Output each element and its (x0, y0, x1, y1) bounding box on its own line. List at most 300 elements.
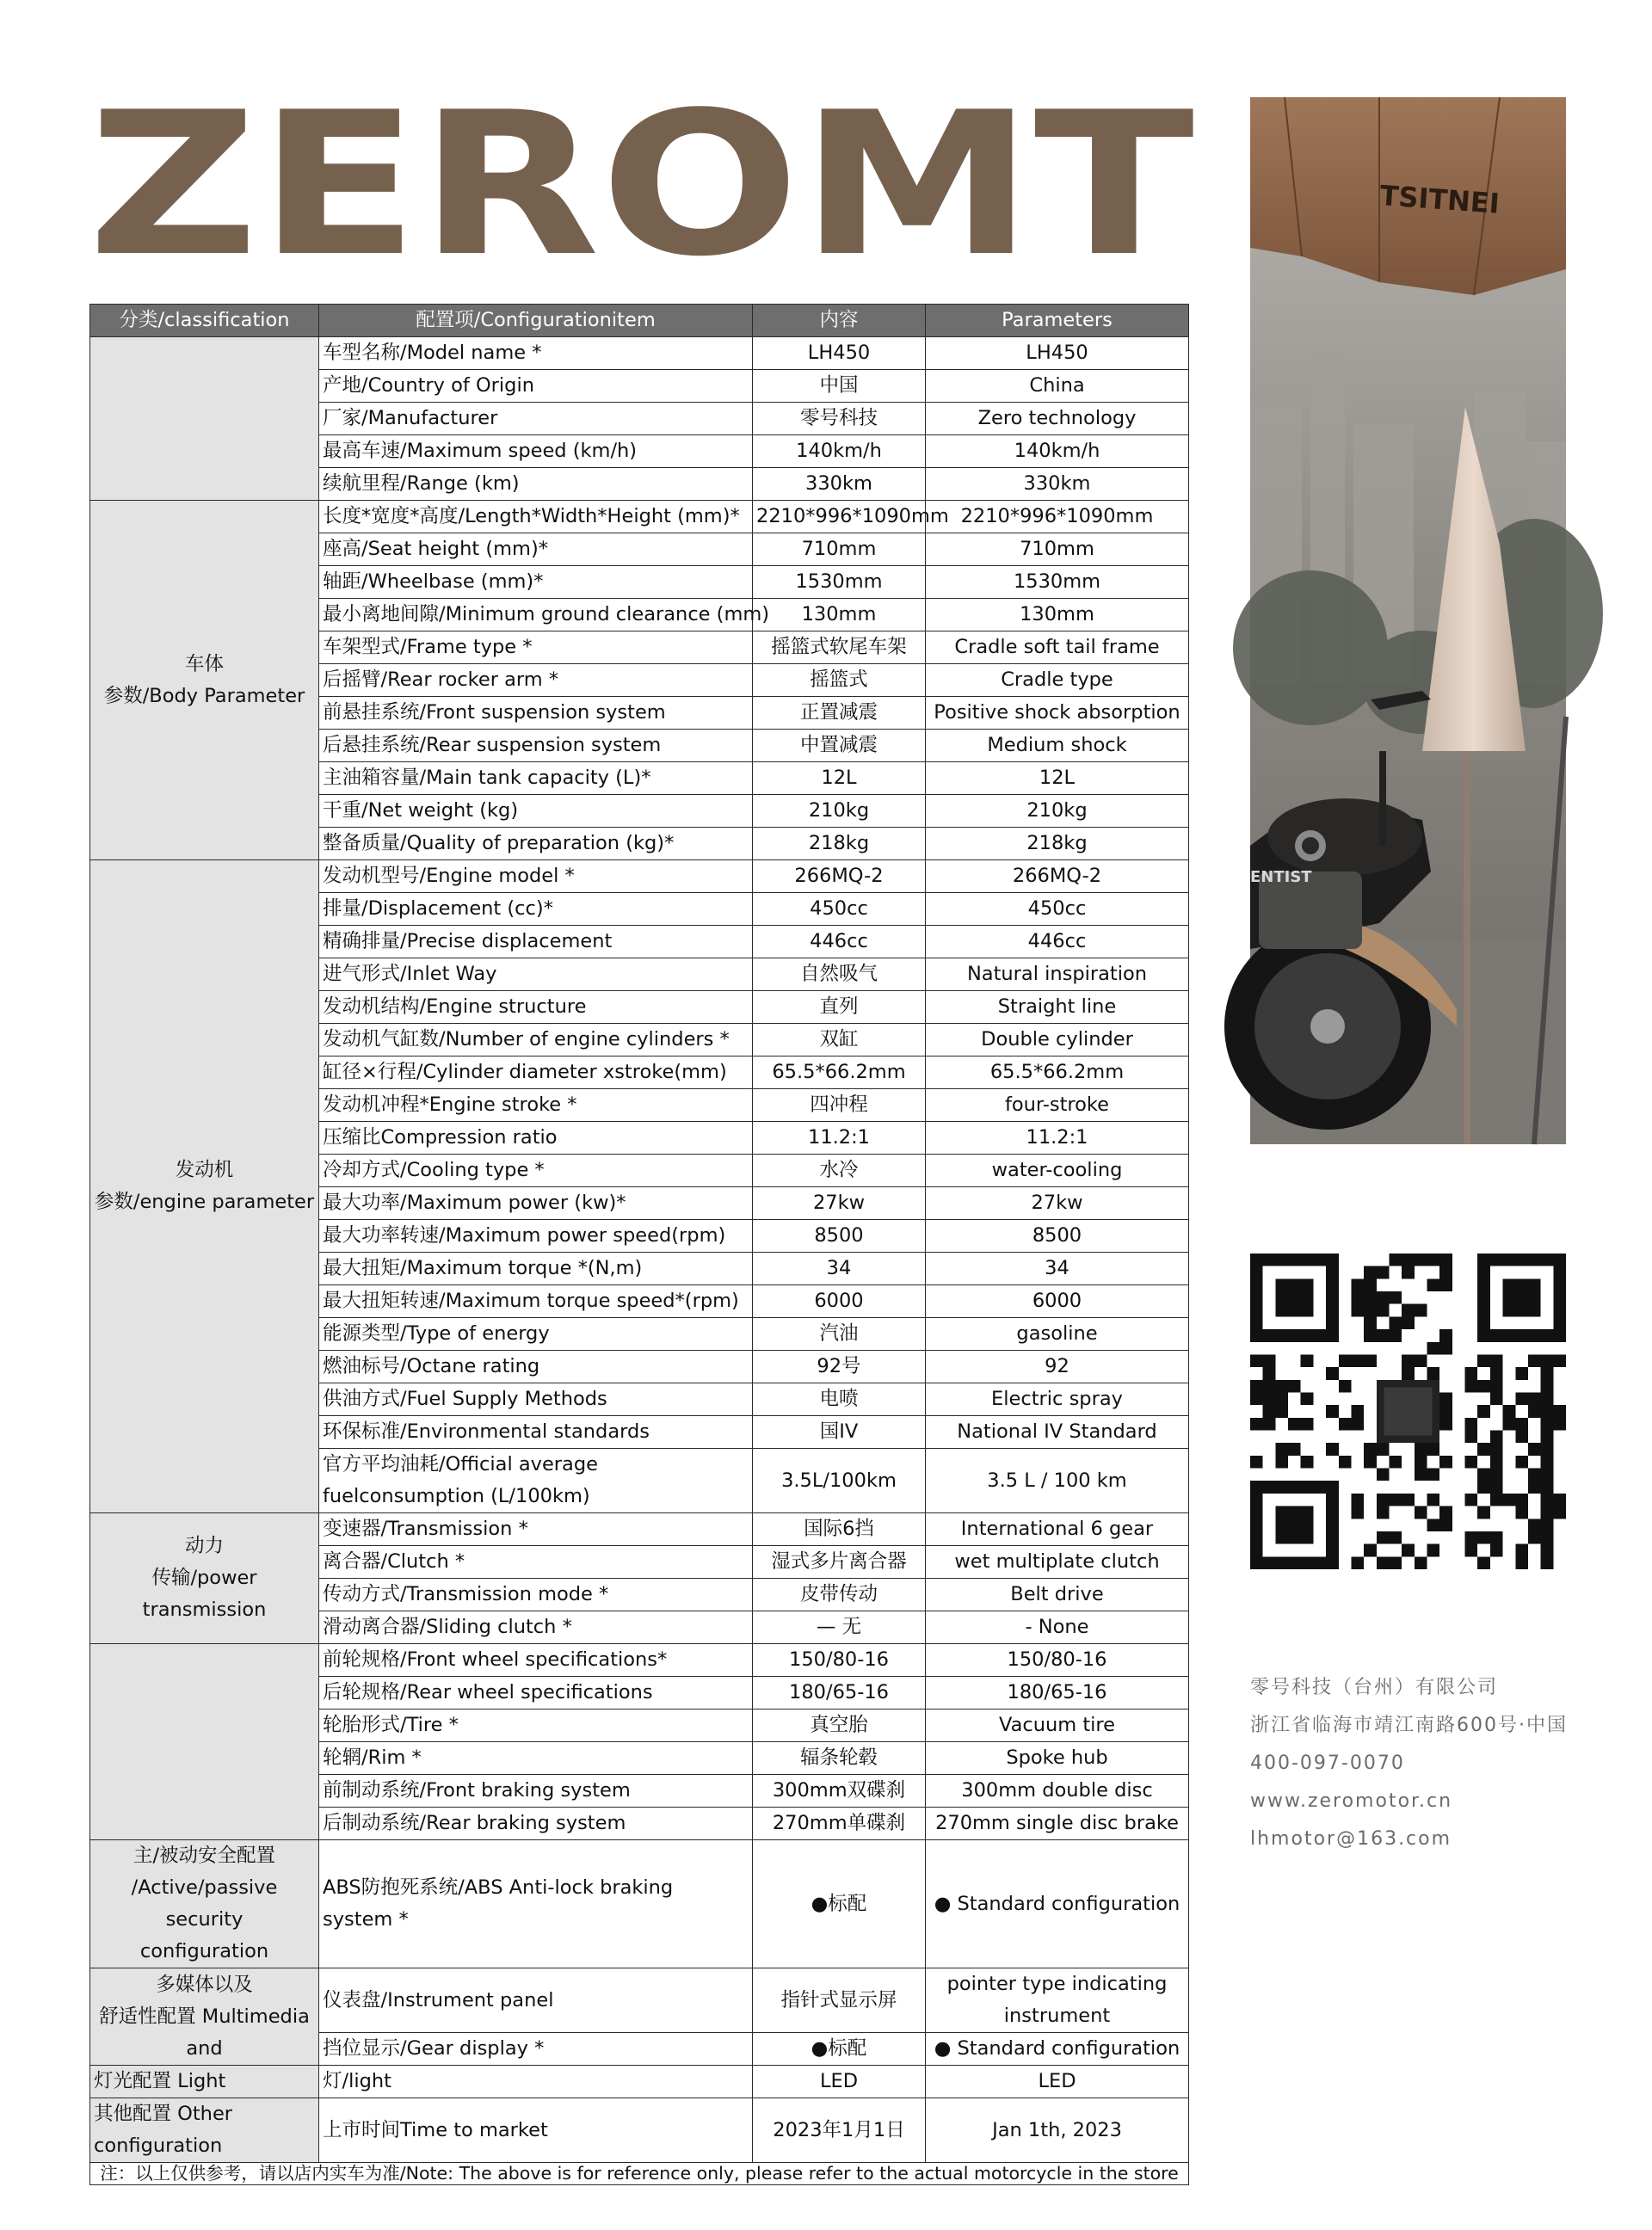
qr-module (1301, 1418, 1314, 1431)
config-item-cell: 最大扭矩/Maximum torque *(N,m) (319, 1253, 753, 1285)
qr-module (1477, 1469, 1490, 1482)
parameter-cell: 450cc (926, 893, 1189, 926)
content-cell: 450cc (753, 893, 926, 926)
qr-finder-bottom-left (1250, 1481, 1339, 1569)
parameter-cell: 1530mm (926, 566, 1189, 599)
parameter-cell: Natural inspiration (926, 958, 1189, 991)
content-cell: 130mm (753, 599, 926, 631)
parameter-cell: 218kg (926, 828, 1189, 860)
content-cell: 正置减震 (753, 697, 926, 730)
qr-module (1263, 1392, 1276, 1405)
qr-module (1389, 1316, 1402, 1329)
category-cell (90, 1513, 319, 1644)
qr-module (1465, 1531, 1478, 1544)
config-item-cell: 发动机冲程*Engine stroke * (319, 1089, 753, 1122)
content-cell: 2023年1月1日 (753, 2098, 926, 2163)
parameter-cell: Cradle soft tail frame (926, 631, 1189, 664)
qr-module (1553, 1506, 1566, 1519)
category-cell (90, 1644, 319, 1840)
qr-module (1288, 1380, 1301, 1393)
qr-module (1275, 1380, 1288, 1393)
qr-module (1301, 1456, 1314, 1469)
category-line: 舒适性配置 Multimedia (99, 2005, 310, 2028)
qr-module (1541, 1481, 1554, 1494)
qr-module (1364, 1456, 1377, 1469)
content-cell: LH450 (753, 337, 926, 370)
config-item-cell: 燃油标号/Octane rating (319, 1351, 753, 1383)
umbrella-pole (1464, 751, 1470, 1144)
qr-module (1515, 1506, 1528, 1519)
qr-module (1477, 1481, 1490, 1494)
qr-module (1477, 1556, 1490, 1569)
qr-module (1541, 1405, 1554, 1418)
parameter-cell: Electric spray (926, 1383, 1189, 1416)
parameter-cell: 210kg (926, 795, 1189, 828)
content-cell: 辐条轮毂 (753, 1742, 926, 1775)
content-cell: 摇篮式 (753, 664, 926, 697)
qr-module (1326, 1367, 1339, 1380)
motorcycle-illustration (1250, 97, 1566, 1144)
qr-module (1364, 1316, 1377, 1329)
qr-module (1528, 1392, 1541, 1405)
qr-module (1477, 1443, 1490, 1456)
qr-module (1377, 1291, 1390, 1304)
qr-module (1477, 1531, 1490, 1544)
parameter-cell: 27kw (926, 1187, 1189, 1220)
qr-module (1415, 1443, 1427, 1456)
qr-module (1377, 1443, 1390, 1456)
parameter-cell: 92 (926, 1351, 1189, 1383)
qr-module (1250, 1380, 1263, 1393)
config-item-cell: 挡位显示/Gear display * (319, 2033, 753, 2066)
config-item-cell: 前悬挂系统/Front suspension system (319, 697, 753, 730)
qr-module (1465, 1456, 1478, 1469)
table-row (90, 501, 1189, 533)
qr-module (1541, 1531, 1554, 1544)
qr-module (1415, 1304, 1427, 1317)
qr-module (1515, 1544, 1528, 1557)
qr-module (1364, 1278, 1377, 1291)
parameter-cell: 130mm (926, 599, 1189, 631)
tank-text: ENTIST (1250, 868, 1312, 886)
content-cell: 皮带传动 (753, 1579, 926, 1611)
content-cell: 446cc (753, 926, 926, 958)
qr-module (1427, 1443, 1440, 1456)
qr-module (1427, 1494, 1440, 1506)
qr-module (1490, 1431, 1503, 1444)
logo-text: ZEROMT (88, 71, 1194, 300)
category-cell (90, 1840, 319, 1968)
qr-module (1364, 1291, 1377, 1304)
qr-module (1465, 1494, 1478, 1506)
qr-module (1427, 1367, 1440, 1380)
category-line: configuration (94, 2135, 223, 2157)
content-cell: 12L (753, 762, 926, 795)
company-phone: 400-097-0070 (1250, 1753, 1405, 1774)
qr-module (1465, 1380, 1478, 1393)
config-item-cell: 能源类型/Type of energy (319, 1318, 753, 1351)
config-item-cell: 仪表盘/Instrument panel (319, 1968, 753, 2033)
category-cell (90, 501, 319, 860)
table-body (90, 337, 1189, 2163)
qr-module (1553, 1354, 1566, 1367)
config-item-cell: 轮胎形式/Tire * (319, 1709, 753, 1742)
config-item-cell: 前轮规格/Front wheel specifications* (319, 1644, 753, 1677)
config-item-cell: 产地/Country of Origin (319, 370, 753, 403)
parameter-cell: four-stroke (926, 1089, 1189, 1122)
qr-module (1263, 1367, 1276, 1380)
qr-module (1250, 1354, 1263, 1367)
parameter-cell: 34 (926, 1253, 1189, 1285)
qr-module (1541, 1354, 1554, 1367)
parameter-cell: Spoke hub (926, 1742, 1189, 1775)
config-item-cell: 后制动系统/Rear braking system (319, 1808, 753, 1840)
category-line: configuration (139, 1940, 269, 1962)
content-cell: 国IV (753, 1416, 926, 1449)
qr-module (1439, 1405, 1452, 1418)
qr-module (1339, 1380, 1352, 1393)
parameter-cell: China (926, 370, 1189, 403)
category-cell (90, 2066, 319, 2098)
parameter-cell: Zero technology (926, 403, 1189, 435)
category-line: 主/被动安全配置 (133, 1845, 276, 1867)
qr-code[interactable] (1250, 1254, 1566, 1569)
qr-module (1541, 1431, 1554, 1444)
parameter-cell: gasoline (926, 1318, 1189, 1351)
config-item-cell: 发动机气缸数/Number of engine cylinders * (319, 1024, 753, 1056)
qr-module (1439, 1329, 1452, 1342)
content-cell: ●标配 (753, 1840, 926, 1968)
qr-module (1465, 1367, 1478, 1380)
config-item-cell: 干重/Net weight (kg) (319, 795, 753, 828)
content-cell: 直列 (753, 991, 926, 1024)
company-info (1250, 1669, 1629, 1858)
category-cell (90, 1968, 319, 2066)
company-address: 浙江省临海市靖江南路600号·中国 (1250, 1715, 1568, 1736)
config-item-cell: 主油箱容量/Main tank capacity (L)* (319, 762, 753, 795)
qr-module (1288, 1443, 1301, 1456)
content-cell: 710mm (753, 533, 926, 566)
qr-module (1541, 1392, 1554, 1405)
qr-module (1427, 1544, 1440, 1557)
qr-module (1263, 1405, 1276, 1418)
config-item-cell: 后摇臂/Rear rocker arm * (319, 664, 753, 697)
content-cell: 218kg (753, 828, 926, 860)
qr-module (1490, 1456, 1503, 1469)
parameter-cell: LH450 (926, 337, 1189, 370)
qr-module (1439, 1392, 1452, 1405)
qr-module (1402, 1316, 1415, 1329)
parameter-cell: LED (926, 2066, 1189, 2098)
qr-module (1541, 1418, 1554, 1431)
parameter-cell: 270mm single disc brake (926, 1808, 1189, 1840)
category-line: 多媒体以及 (156, 1973, 253, 1996)
parameter-cell: 140km/h (926, 435, 1189, 468)
config-item-cell: 前制动系统/Front braking system (319, 1775, 753, 1808)
config-item-cell: 车架型式/Frame type * (319, 631, 753, 664)
qr-module (1528, 1443, 1541, 1456)
content-cell: 指针式显示屏 (753, 1968, 926, 2033)
note-text: 注：以上仅供参考，请以店内实车为准/Note: The above is for reference only, please refer to the actual motorcycle in the store (90, 2163, 1189, 2185)
qr-module (1364, 1266, 1377, 1279)
qr-module (1250, 1456, 1263, 1469)
qr-module (1263, 1354, 1276, 1367)
category-cell (90, 337, 319, 501)
content-cell: 电喷 (753, 1383, 926, 1416)
content-cell: 3.5L/100km (753, 1449, 926, 1513)
parameter-cell: 180/65-16 (926, 1677, 1189, 1709)
qr-module (1477, 1506, 1490, 1519)
qr-module (1490, 1481, 1503, 1494)
content-cell: 150/80-16 (753, 1644, 926, 1677)
config-item-cell: 长度*宽度*高度/Length*Width*Height (mm)* (319, 501, 753, 533)
qr-module (1439, 1506, 1452, 1519)
qr-module (1377, 1494, 1390, 1506)
qr-module (1263, 1418, 1276, 1431)
content-cell: 266MQ-2 (753, 860, 926, 893)
qr-module (1415, 1506, 1427, 1519)
table-row (90, 860, 1189, 893)
config-item-cell: 官方平均油耗/Official average fuelconsumption (L/100km) (319, 1449, 753, 1513)
parameter-cell: wet multiplate clutch (926, 1546, 1189, 1579)
parameter-cell: 710mm (926, 533, 1189, 566)
qr-module (1465, 1544, 1478, 1557)
qr-module (1377, 1469, 1390, 1482)
content-cell: 270mm单碟刹 (753, 1808, 926, 1840)
qr-module (1490, 1354, 1503, 1367)
content-cell: 真空胎 (753, 1709, 926, 1742)
qr-module (1339, 1418, 1352, 1431)
qr-module (1490, 1544, 1503, 1557)
category-line: 车体 (184, 652, 224, 675)
parameter-cell: - None (926, 1611, 1189, 1644)
qr-module (1515, 1456, 1528, 1469)
parameter-cell: 150/80-16 (926, 1644, 1189, 1677)
content-cell: 湿式多片离合器 (753, 1546, 926, 1579)
qr-module (1275, 1405, 1288, 1418)
qr-module (1364, 1443, 1377, 1456)
qr-module (1402, 1254, 1415, 1266)
qr-module (1490, 1380, 1503, 1393)
qr-module (1389, 1291, 1402, 1304)
category-line: 灯光配置 Light (94, 2070, 226, 2092)
header-parameters: Parameters (926, 305, 1189, 337)
config-item-cell: 最大扭矩转速/Maximum torque speed*(rpm) (319, 1285, 753, 1318)
content-cell: 摇篮式软尾车架 (753, 631, 926, 664)
config-item-cell: ABS防抱死系统/ABS Anti-lock braking system * (319, 1840, 753, 1968)
parameter-cell: 12L (926, 762, 1189, 795)
parameter-cell: 3.5 L / 100 km (926, 1449, 1189, 1513)
qr-module (1528, 1405, 1541, 1418)
qr-module (1351, 1354, 1364, 1367)
qr-module (1415, 1469, 1427, 1482)
qr-module (1515, 1367, 1528, 1380)
qr-module (1339, 1456, 1352, 1469)
qr-module (1326, 1405, 1339, 1418)
content-cell: 四冲程 (753, 1089, 926, 1122)
config-item-cell: 排量/Displacement (cc)* (319, 893, 753, 926)
parameter-cell: International 6 gear (926, 1513, 1189, 1546)
qr-module (1275, 1392, 1288, 1405)
qr-module (1415, 1556, 1427, 1569)
qr-module (1439, 1456, 1452, 1469)
table-row (90, 337, 1189, 370)
company-website: www.zeromotor.cn (1250, 1790, 1453, 1812)
qr-module (1351, 1405, 1364, 1418)
qr-module (1439, 1278, 1452, 1291)
qr-module (1503, 1405, 1516, 1418)
content-cell: 6000 (753, 1285, 926, 1318)
parameter-cell: ● Standard configuration (926, 1840, 1189, 1968)
content-cell: 210kg (753, 795, 926, 828)
qr-module (1541, 1494, 1554, 1506)
qr-module (1503, 1494, 1516, 1506)
parameter-cell: 330km (926, 468, 1189, 501)
qr-module (1377, 1266, 1390, 1279)
qr-module (1301, 1392, 1314, 1405)
table-row (90, 1513, 1189, 1546)
qr-module (1477, 1405, 1490, 1418)
config-item-cell: 厂家/Manufacturer (319, 403, 753, 435)
qr-module (1541, 1443, 1554, 1456)
config-item-cell: 缸径×行程/Cylinder diameter xstroke(mm) (319, 1056, 753, 1089)
config-item-cell: 最大功率/Maximum power (kw)* (319, 1187, 753, 1220)
parameter-cell: Belt drive (926, 1579, 1189, 1611)
config-item-cell: 发动机结构/Engine structure (319, 991, 753, 1024)
content-cell: LED (753, 2066, 926, 2098)
config-item-cell: 灯/light (319, 2066, 753, 2098)
parameter-cell: pointer type indicating instrument (926, 1968, 1189, 2033)
content-cell: 8500 (753, 1220, 926, 1253)
qr-module (1427, 1342, 1440, 1355)
qr-module (1415, 1254, 1427, 1266)
config-item-cell: 续航里程/Range (km) (319, 468, 753, 501)
content-cell: 水冷 (753, 1155, 926, 1187)
qr-module (1528, 1518, 1541, 1531)
qr-finder-top-left (1250, 1254, 1339, 1342)
qr-module (1439, 1518, 1452, 1531)
content-cell: 140km/h (753, 435, 926, 468)
qr-module (1389, 1329, 1402, 1342)
qr-module (1402, 1354, 1415, 1367)
qr-module (1389, 1556, 1402, 1569)
qr-module (1541, 1367, 1554, 1380)
qr-module (1351, 1556, 1364, 1569)
qr-module (1351, 1291, 1364, 1304)
qr-module (1515, 1494, 1528, 1506)
qr-module (1553, 1494, 1566, 1506)
config-item-cell: 滑动离合器/Sliding clutch * (319, 1611, 753, 1644)
content-cell: 11.2:1 (753, 1122, 926, 1155)
qr-module (1351, 1418, 1364, 1431)
parameter-cell: Jan 1th, 2023 (926, 2098, 1189, 2163)
qr-module (1439, 1418, 1452, 1431)
config-item-cell: 最小离地间隙/Minimum ground clearance (mm) (319, 599, 753, 631)
category-line: 动力 (184, 1535, 224, 1557)
qr-module (1541, 1469, 1554, 1482)
company-name: 零号科技（台州）有限公司 (1250, 1677, 1499, 1698)
table-row (90, 1644, 1189, 1677)
qr-module (1528, 1531, 1541, 1544)
qr-module (1402, 1544, 1415, 1557)
parameter-cell: 300mm double disc (926, 1775, 1189, 1808)
qr-module (1250, 1418, 1263, 1431)
config-item-cell: 传动方式/Transmission mode * (319, 1579, 753, 1611)
config-item-cell: 进气形式/Inlet Way (319, 958, 753, 991)
qr-module (1439, 1266, 1452, 1279)
qr-module (1364, 1544, 1377, 1557)
content-cell: 国际6挡 (753, 1513, 926, 1546)
qr-module (1250, 1392, 1263, 1405)
category-line: 参数/engine parameter (94, 1191, 315, 1213)
qr-module (1326, 1443, 1339, 1456)
parameter-cell: 11.2:1 (926, 1122, 1189, 1155)
config-item-cell: 最高车速/Maximum speed (km/h) (319, 435, 753, 468)
qr-module (1339, 1354, 1352, 1367)
qr-module (1427, 1469, 1440, 1482)
header-classification: 分类/classification (90, 305, 319, 337)
qr-module (1515, 1431, 1528, 1444)
qr-module (1377, 1304, 1390, 1317)
content-cell: 27kw (753, 1187, 926, 1220)
parameter-cell: Positive shock absorption (926, 697, 1189, 730)
parameter-cell: 446cc (926, 926, 1189, 958)
qr-module (1402, 1304, 1415, 1317)
qr-module (1389, 1456, 1402, 1469)
content-cell: 1530mm (753, 566, 926, 599)
content-cell: 零号科技 (753, 403, 926, 435)
umbrella-text: TSITNEI (1378, 179, 1501, 220)
qr-module (1263, 1380, 1276, 1393)
qr-module (1351, 1278, 1364, 1291)
company-email: lhmotor@163.com (1250, 1828, 1452, 1850)
content-cell: ●标配 (753, 2033, 926, 2066)
qr-module (1439, 1254, 1452, 1266)
qr-module (1427, 1254, 1440, 1266)
table-row (90, 2066, 1189, 2098)
config-item-cell: 整备质量/Quality of preparation (kg)* (319, 828, 753, 860)
qr-module (1541, 1506, 1554, 1519)
qr-module (1427, 1278, 1440, 1291)
parameter-cell: National IV Standard (926, 1416, 1189, 1449)
config-item-cell: 变速器/Transmission * (319, 1513, 753, 1546)
parameter-cell: 6000 (926, 1285, 1189, 1318)
qr-module (1275, 1456, 1288, 1469)
config-item-cell: 环保标准/Environmental standards (319, 1416, 753, 1449)
parameter-cell: 2210*996*1090mm (926, 501, 1189, 533)
qr-module (1541, 1556, 1554, 1569)
zeromt-logo (88, 71, 1194, 300)
category-line: 其他配置 Other (94, 2103, 233, 2125)
qr-module (1364, 1329, 1377, 1342)
qr-module (1515, 1392, 1528, 1405)
qr-module (1515, 1556, 1528, 1569)
content-cell: 双缸 (753, 1024, 926, 1056)
qr-module (1402, 1367, 1415, 1380)
category-line: 参数/Body Parameter (103, 684, 305, 707)
qr-module (1415, 1456, 1427, 1469)
qr-module (1541, 1544, 1554, 1557)
content-cell: 中置减震 (753, 730, 926, 762)
qr-module (1553, 1405, 1566, 1418)
qr-module (1389, 1254, 1402, 1266)
qr-module (1389, 1531, 1402, 1544)
qr-module (1351, 1494, 1364, 1506)
qr-module (1541, 1380, 1554, 1393)
category-line: and (186, 2036, 223, 2060)
qr-module (1427, 1518, 1440, 1531)
qr-module (1515, 1418, 1528, 1431)
